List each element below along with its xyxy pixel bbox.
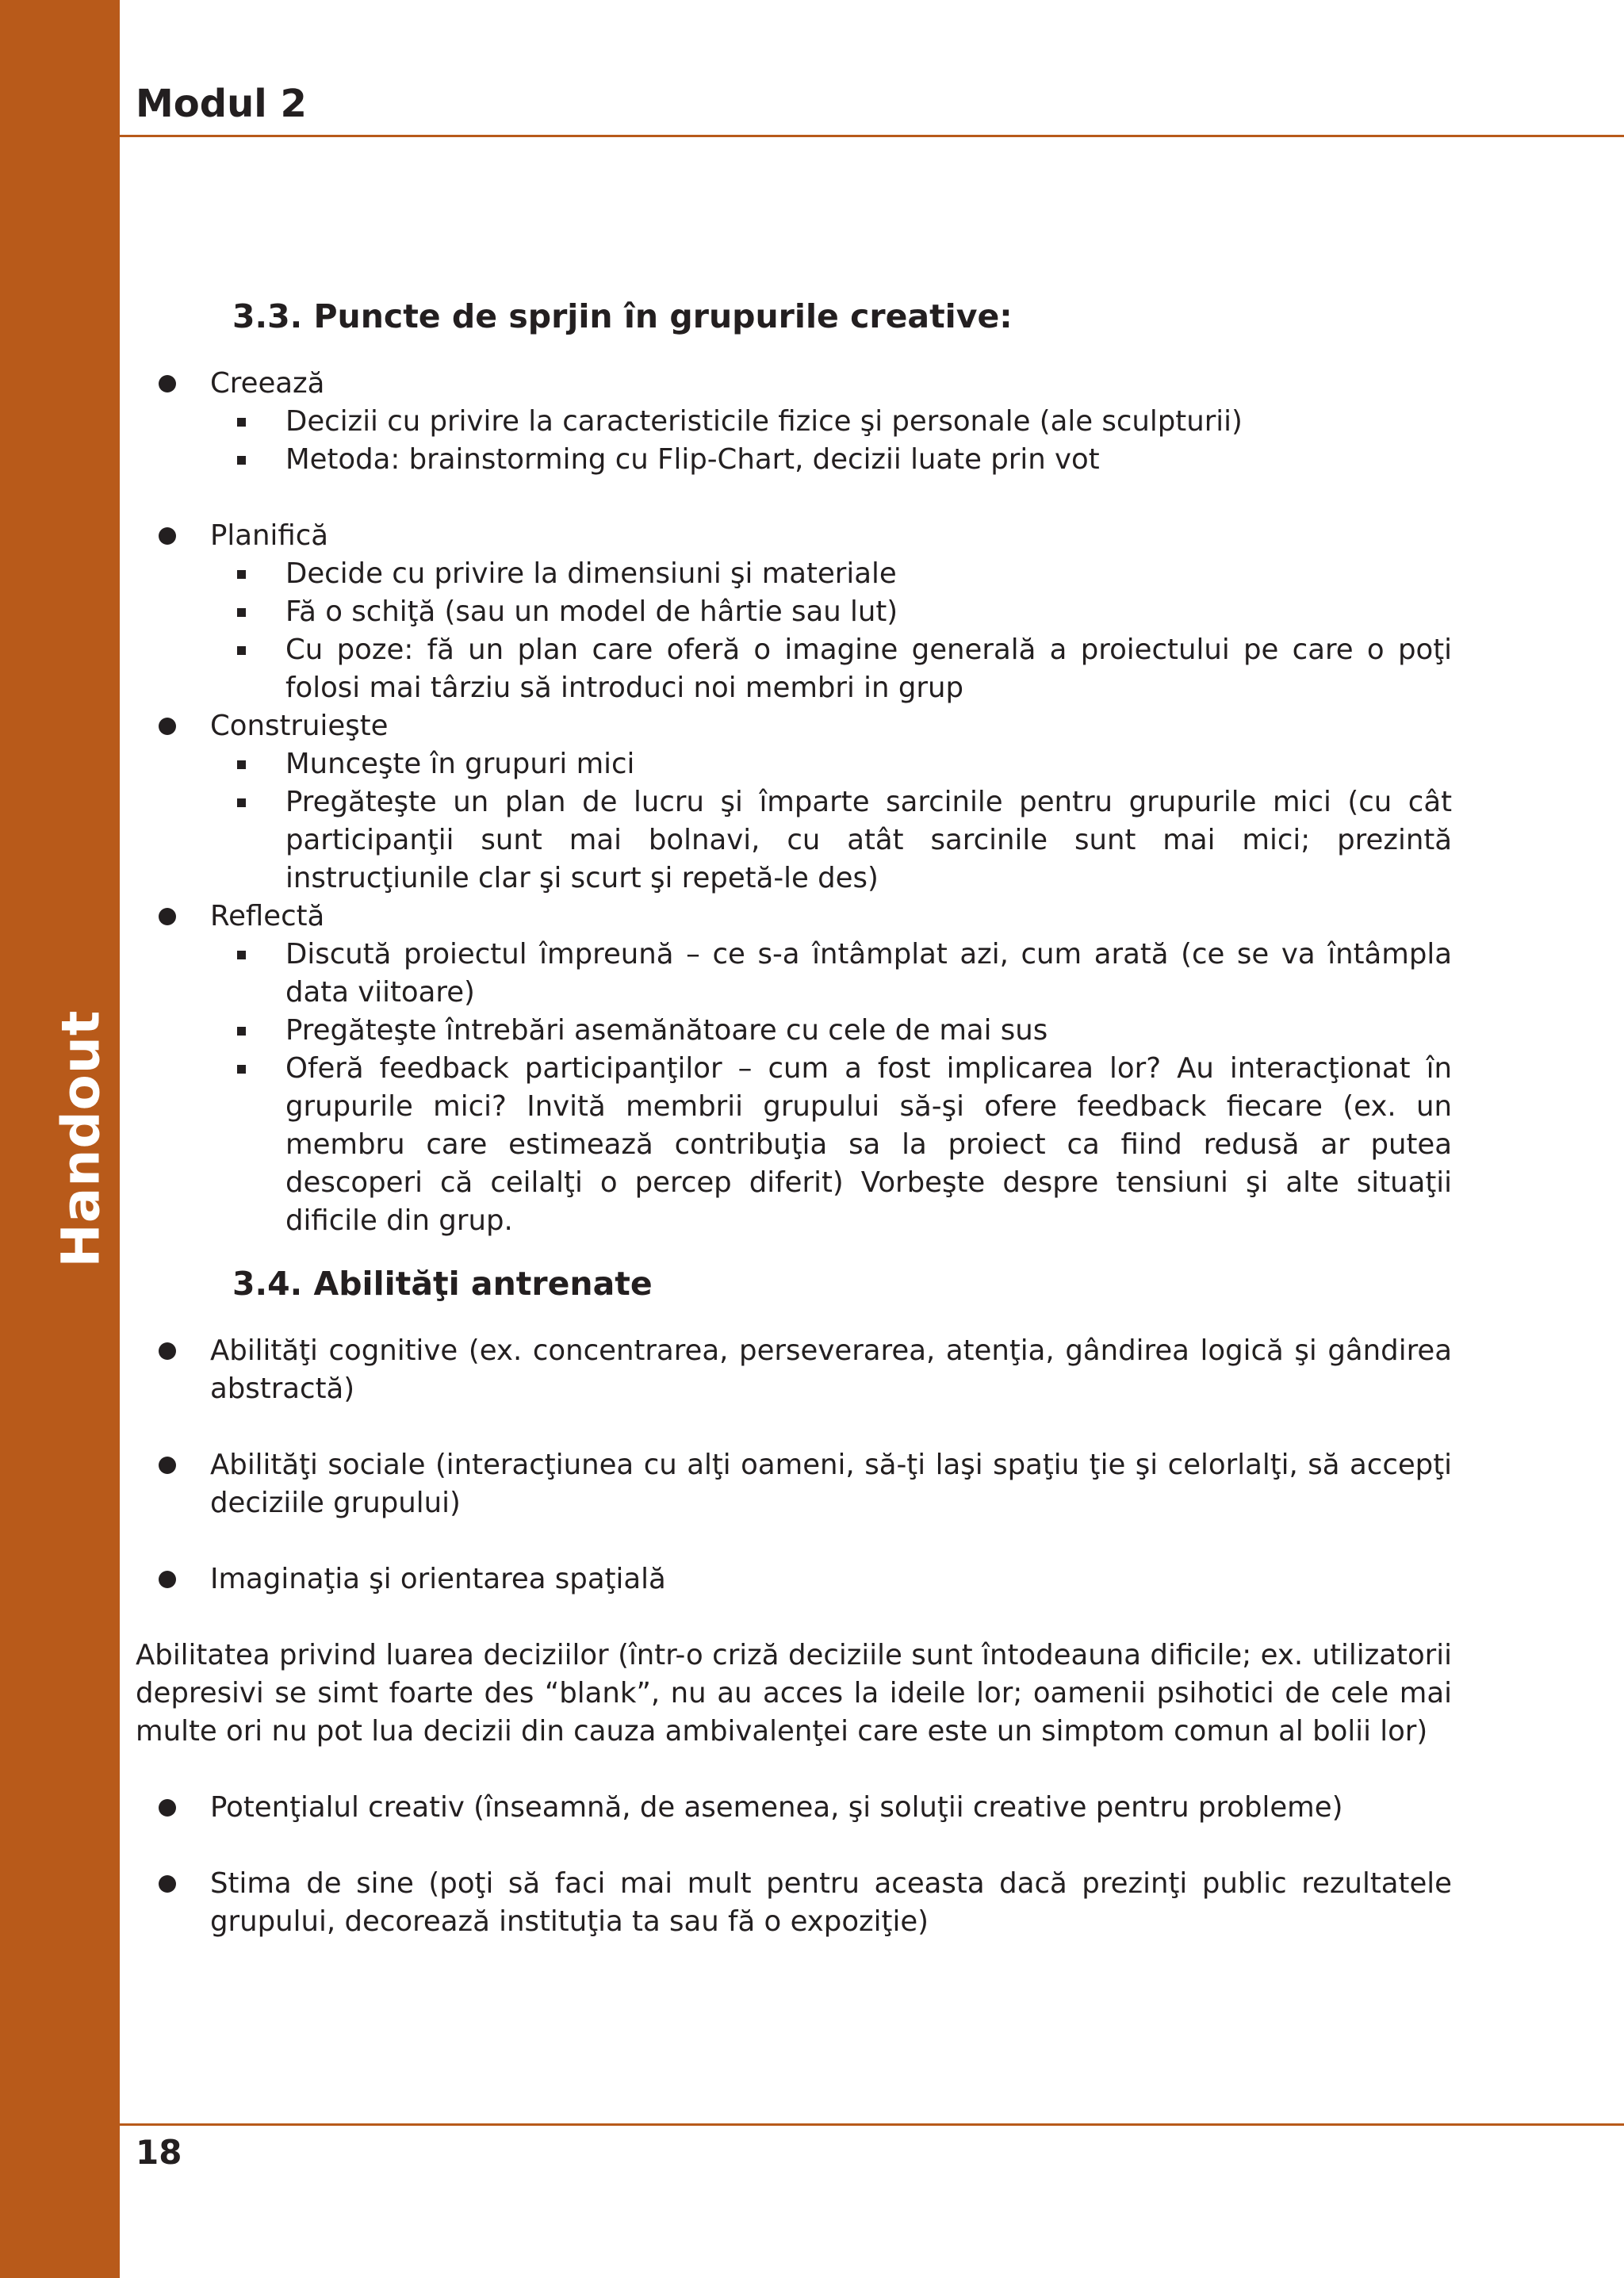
list-item (210, 898, 1452, 1240)
list-item: Potenţialul creativ (înseamnă, de asemenea, şi soluţii creative pentru probleme) (210, 1789, 1452, 1827)
skills-list (136, 1332, 1452, 1598)
sub-list-item: Fă o schiţă (sau un model de hârtie sau lut) (285, 593, 1452, 631)
sub-list (210, 555, 1452, 707)
sub-list-item: Oferă feedback participanţilor – cum a fost implicarea lor? Au interacţionat în grupurile mici? Invită membrii grupului să-şi ofere feedback fiecare (ex. un membru care estimează contribuţia sa la proiect ca fiind redusă ar putea descoperi că ceilalţi o percep diferit) Vorbeşte despre tensiuni şi alte situaţii dificile din grup. (285, 1050, 1452, 1240)
sub-list-item: Pregăteşte un plan de lucru şi împarte sarcinile pentru grupurile mici (cu cât participanţii sunt mai bolnavi, cu atât sarcinile sunt mai mici; prezintă instrucţiunile clar şi scurt şi repetă-le des) (285, 783, 1452, 898)
sub-list-item: Cu poze: fă un plan care oferă o imagine generală a proiectului pe care o poţi folosi mai târziu să introduci noi membri in grup (285, 631, 1452, 707)
sub-list-item: Decizii cu privire la caracteristicile fizice şi personale (ale sculpturii) (285, 403, 1452, 441)
sub-list-item: Pregăteşte întrebări asemănătoare cu cele de mai sus (285, 1012, 1452, 1050)
list-item (210, 365, 1452, 479)
list-item-label: Planifică (210, 519, 329, 552)
list-item-label: Reflectă (210, 900, 325, 932)
sub-list (210, 936, 1452, 1240)
page-content (136, 293, 1452, 1941)
sub-list-item: Decide cu privire la dimensiuni şi materiale (285, 555, 1452, 593)
section-heading-3-4: 3.4. Abilităţi antrenate (232, 1265, 653, 1303)
sub-list-item: Discută proiectul împreună – ce s-a întâmplat azi, cum arată (ce se va întâmpla data viitoare) (285, 936, 1452, 1012)
page-number: 18 (136, 2133, 182, 2172)
decision-paragraph: Abilitatea privind luarea deciziilor (într-o criză deciziile sunt întodeauna dificile; ex. utilizatorii depresivi se simt foarte des “blank”, nu au acces la ideile lor; oamenii psihotici de cele mai multe ori nu pot lua decizii din cauza ambivalenţei care este un simptom comun al bolii lor) (136, 1639, 1452, 1748)
list-item (210, 707, 1452, 898)
sub-list-item: Metoda: brainstorming cu Flip-Chart, decizii luate prin vot (285, 441, 1452, 479)
skills-list-continued (136, 1789, 1452, 1941)
list-item: Stima de sine (poţi să faci mai mult pentru aceasta dacă prezinţi public rezultatele grupului, decorează instituţia ta sau fă o expoziţie) (210, 1865, 1452, 1941)
sidebar-label: Handout (50, 1009, 112, 1268)
module-title: Modul 2 (136, 82, 307, 126)
section-heading-3-3: 3.3. Puncte de sprjin în grupurile creative: (232, 297, 1013, 335)
list-item-label: Creează (210, 367, 325, 400)
header-divider (120, 135, 1624, 137)
support-points-list (136, 365, 1452, 1240)
list-item-label: Construieşte (210, 710, 389, 742)
sub-list (210, 403, 1452, 479)
list-item (210, 517, 1452, 707)
list-item: Abilităţi cognitive (ex. concentrarea, perseverarea, atenţia, gândirea logică şi gândirea abstractă) (210, 1332, 1452, 1408)
list-item: Abilităţi sociale (interacţiunea cu alţi oameni, să-ţi laşi spaţiu ţie şi celorlalţi, să accepţi deciziile grupului) (210, 1446, 1452, 1522)
sub-list-item: Munceşte în grupuri mici (285, 745, 1452, 783)
sub-list (210, 745, 1452, 898)
list-item: Imaginaţia şi orientarea spaţială (210, 1560, 1452, 1598)
sidebar-band (0, 0, 120, 2278)
footer-divider (120, 2123, 1624, 2126)
